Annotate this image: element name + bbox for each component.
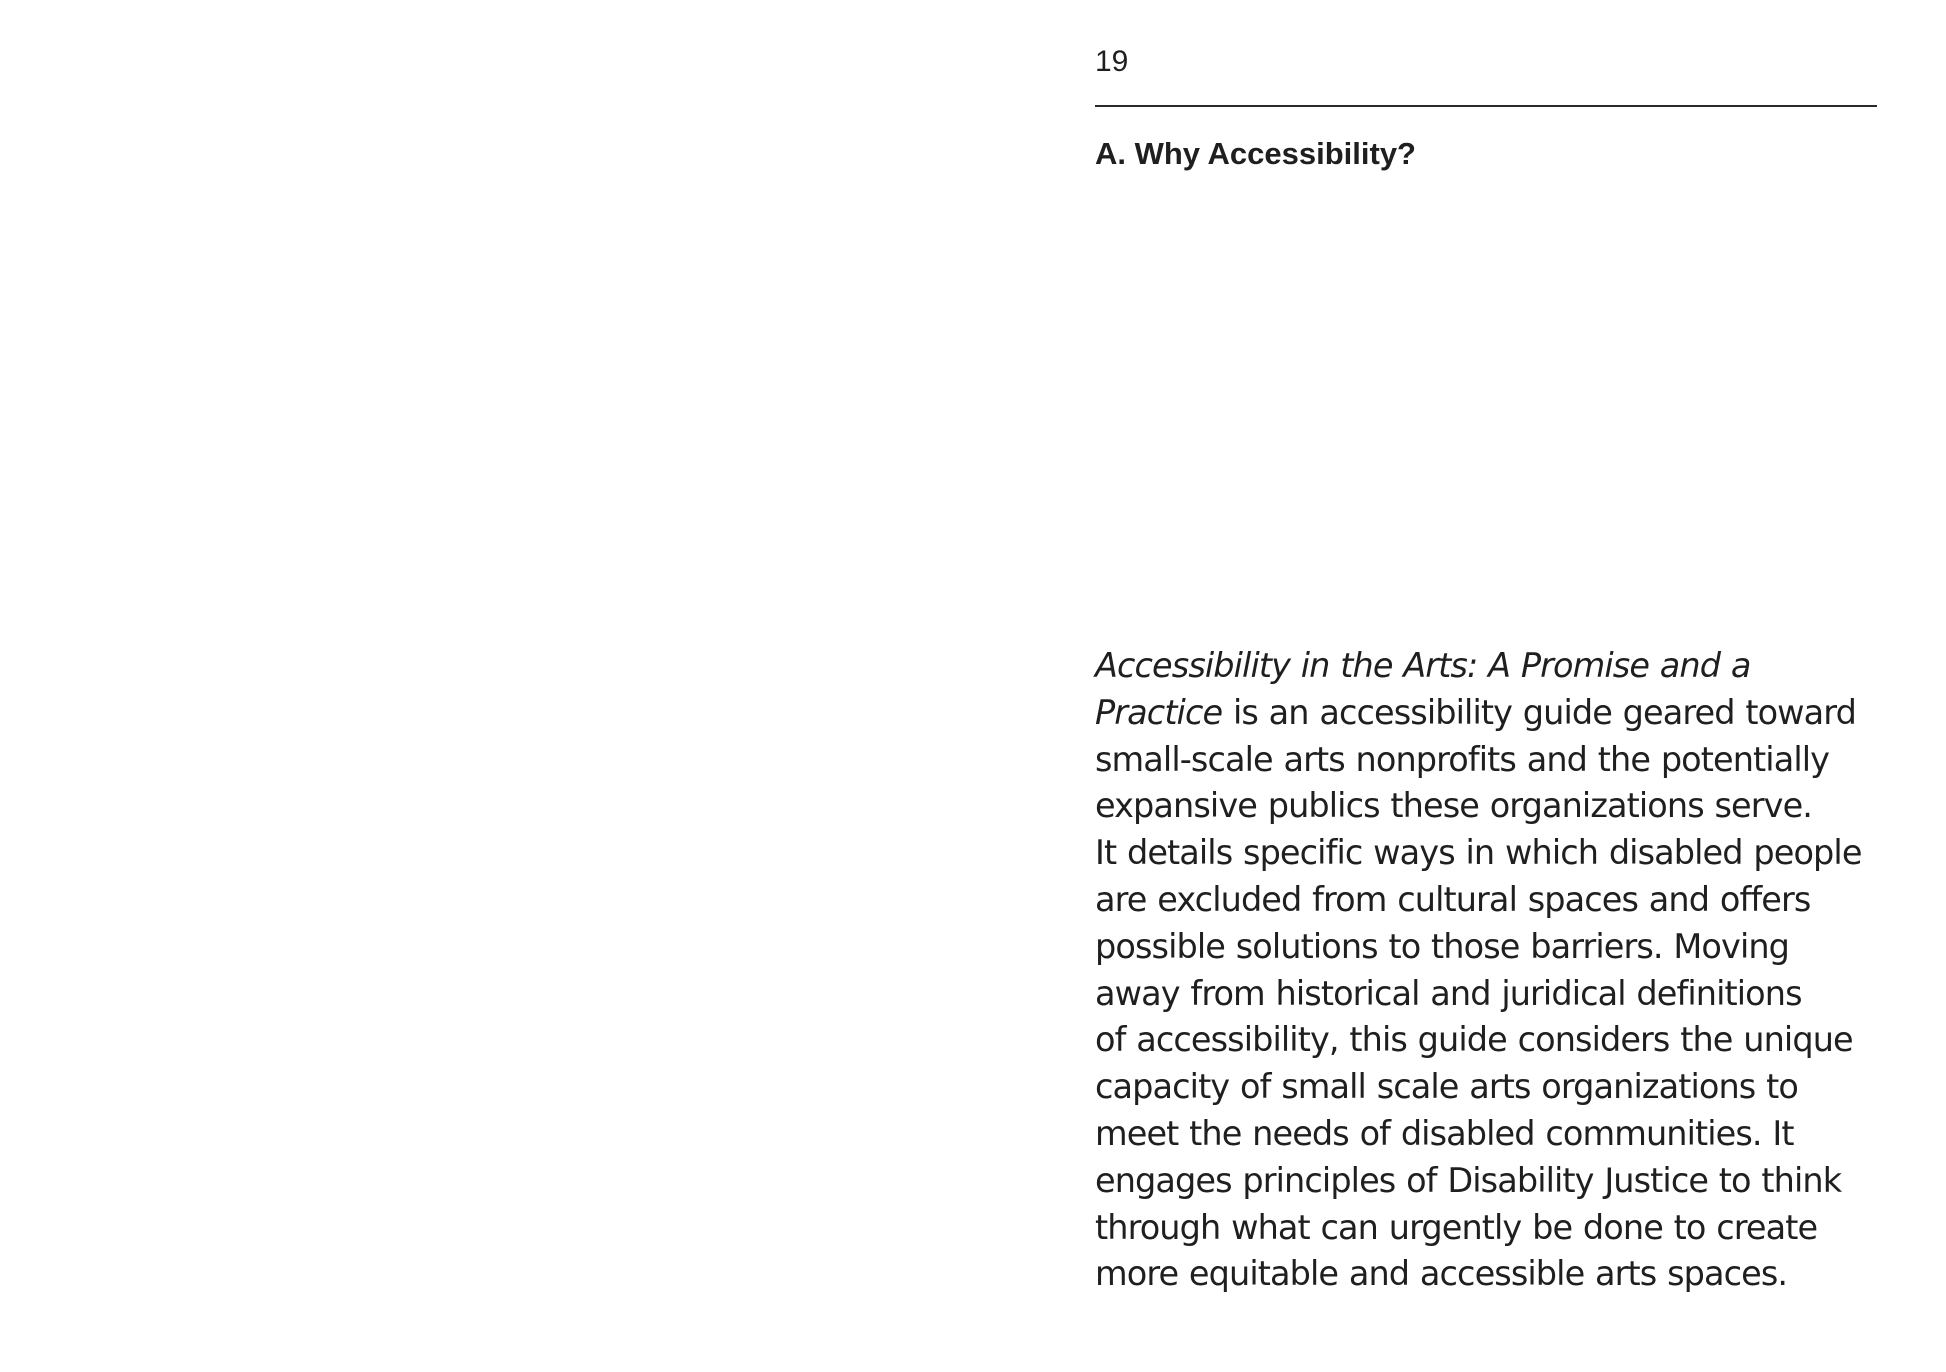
body-line: meet the needs of disabled communities. It [1095, 1113, 1794, 1153]
page-number: 19 [1095, 45, 1129, 78]
body-line [1095, 643, 1885, 690]
body-line: expansive publics these organizations serve. [1095, 786, 1813, 826]
body-line: engages principles of Disability Justice to think [1095, 1160, 1842, 1200]
body-line: small-scale arts nonprofits and the potentially [1095, 739, 1830, 779]
right-page [1095, 0, 1885, 1372]
body-line: of accessibility, this guide considers the unique [1095, 1020, 1853, 1060]
section-heading: A. Why Accessibility? [1095, 136, 1416, 171]
body-text-segment: is an accessibility guide geared toward [1222, 692, 1856, 732]
body-line: through what can urgently be done to create [1095, 1207, 1818, 1247]
header-rule [1095, 105, 1877, 107]
body-line: It details specific ways in which disabled people [1095, 833, 1862, 873]
body-line: more equitable and accessible arts spaces. [1095, 1254, 1788, 1294]
body-line: are excluded from cultural spaces and offers [1095, 879, 1811, 919]
body-line: possible solutions to those barriers. Moving [1095, 926, 1790, 966]
publication-title: Accessibility in the Arts: A Promise and a [1095, 646, 1751, 685]
body-paragraph [1095, 643, 1885, 1298]
body-line [1095, 690, 1885, 737]
body-line: capacity of small scale arts organizations to [1095, 1067, 1798, 1107]
body-line: away from historical and juridical definitions [1095, 973, 1802, 1013]
publication-title: Practice [1095, 692, 1223, 732]
